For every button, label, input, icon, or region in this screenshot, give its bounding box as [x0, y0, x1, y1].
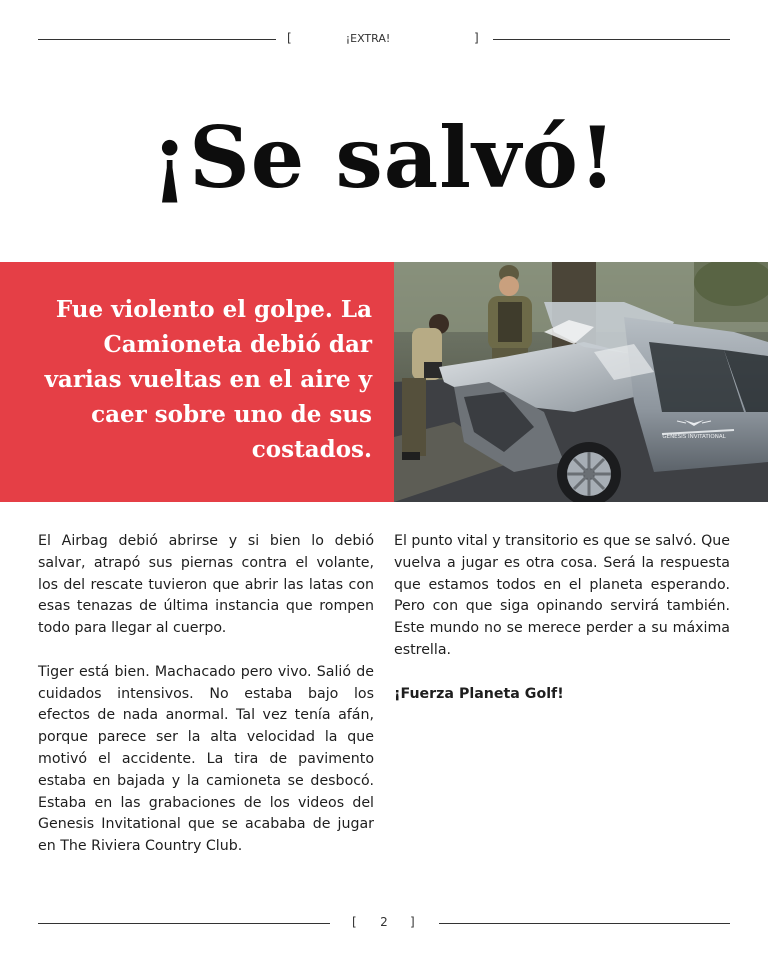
header-rule-line-left [38, 39, 276, 40]
deck-band [0, 262, 768, 502]
column-right [394, 531, 730, 727]
closing-line: ¡Fuerza Planeta Golf! [394, 685, 564, 702]
deck-box [0, 262, 394, 502]
headline: ¡Se salvó! [151, 108, 617, 207]
column-left [38, 531, 374, 880]
footer-rule-line-right [439, 923, 730, 924]
header-rule-line-right [493, 39, 730, 40]
header-rule [38, 29, 730, 49]
footer-bracket-right: ] [410, 915, 415, 929]
header-bracket-right: ] [474, 31, 479, 45]
crash-photo [394, 262, 768, 502]
paragraph: Tiger está bien. Machacado pero vivo. Salió de cuidados intensivos. No estaba bajo los efectos de nada anormal. Tal vez tenía afán, porque parece ser la alta velocidad la que motivó el accidente. La tira de pavimento estaba en bajada y la camioneta se desbocó. Estaba en las grabaciones de los videos del Genesis Invitational que se acababa de jugar en The Riviera Country Club. [38, 663, 374, 855]
door-logo-text: GENESIS INVITATIONAL [662, 434, 726, 440]
paragraph: El Airbag debió abrirse y si bien lo debió salvar, atrapó sus piernas contra el volante, los del rescate tuvieron que abrir las latas con esas tenazas de última instancia que rompen todo para llegar al cuerpo. [38, 533, 374, 637]
deck-text: Fue violento el golpe. La Camioneta debió dar varias vueltas en el aire y caer sobre uno de sus costados. [44, 296, 372, 463]
footer-rule [38, 913, 730, 933]
section-label: ¡EXTRA! [345, 32, 391, 45]
footer-rule-line-left [38, 923, 330, 924]
page-number: 2 [380, 915, 388, 929]
footer-bracket-left: [ [352, 915, 357, 929]
header-bracket-left: [ [287, 31, 292, 45]
paragraph: El punto vital y transitorio es que se salvó. Que vuelva a jugar es otra cosa. Será la respuesta que estamos todos en el planeta esperando. Pero con que siga opinando servirá también. Este mundo no se merece perder a su máxima estrella. [394, 533, 730, 658]
